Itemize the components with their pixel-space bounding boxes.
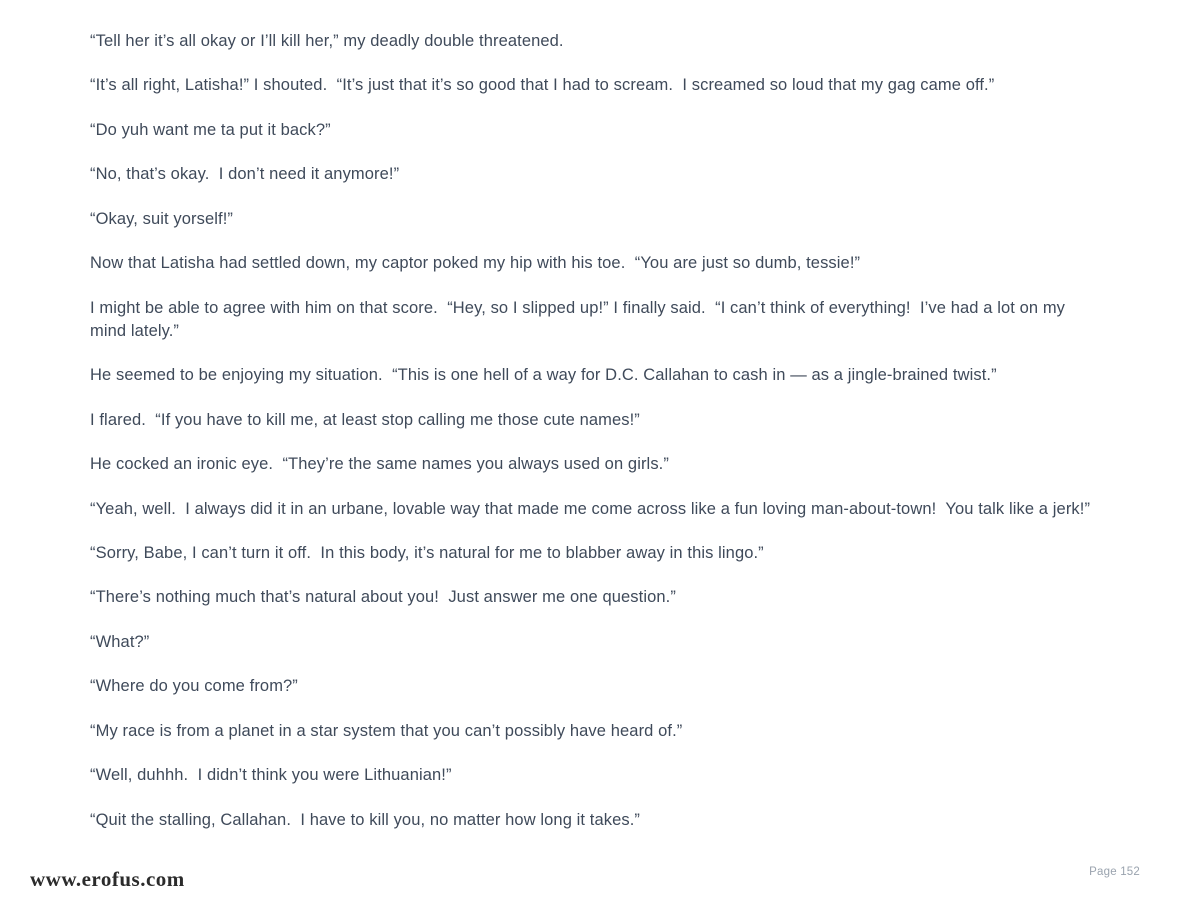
page-body-text [90,30,1102,853]
paragraph: I might be able to agree with him on that score. “Hey, so I slipped up!” I finally said. “I can’t think of everything! I’ve had a lot on my mind lately.” [90,298,1070,340]
site-watermark: www.erofus.com [30,867,185,891]
paragraph: “No, that’s okay. I don’t need it anymore!” [90,165,400,184]
paragraph: “Do yuh want me ta put it back?” [90,120,331,139]
paragraph: “Okay, suit yorself!” [90,209,233,228]
paragraph: “Well, duhhh. I didn’t think you were Lithuanian!” [90,766,452,785]
paragraph: “Yeah, well. I always did it in an urbane, lovable way that made me come across like a fun loving man-about-town! You talk like a jerk!” [90,499,1091,518]
paragraph: He cocked an ironic eye. “They’re the same names you always used on girls.” [90,455,669,474]
paragraph: “My race is from a planet in a star system that you can’t possibly have heard of.” [90,721,683,740]
paragraph: “It’s all right, Latisha!” I shouted. “It’s just that it’s so good that I had to scream. I screamed so loud that my gag came off.” [90,76,995,95]
paragraph: “There’s nothing much that’s natural about you! Just answer me one question.” [90,588,676,607]
paragraph: “Sorry, Babe, I can’t turn it off. In this body, it’s natural for me to blabber away in this lingo.” [90,544,764,563]
paragraph: “Tell her it’s all okay or I’ll kill her,” my deadly double threatened. [90,32,564,50]
paragraph: I flared. “If you have to kill me, at least stop calling me those cute names!” [90,410,640,429]
paragraph: He seemed to be enjoying my situation. “This is one hell of a way for D.C. Callahan to cash in — as a jingle-brained twist.” [90,366,997,385]
paragraph: “What?” [90,632,150,651]
paragraph: Now that Latisha had settled down, my captor poked my hip with his toe. “You are just so dumb, tessie!” [90,254,861,273]
page-number: Page 152 [1089,866,1140,878]
paragraph: “Quit the stalling, Callahan. I have to kill you, no matter how long it takes.” [90,810,641,829]
paragraph: “Where do you come from?” [90,677,298,696]
